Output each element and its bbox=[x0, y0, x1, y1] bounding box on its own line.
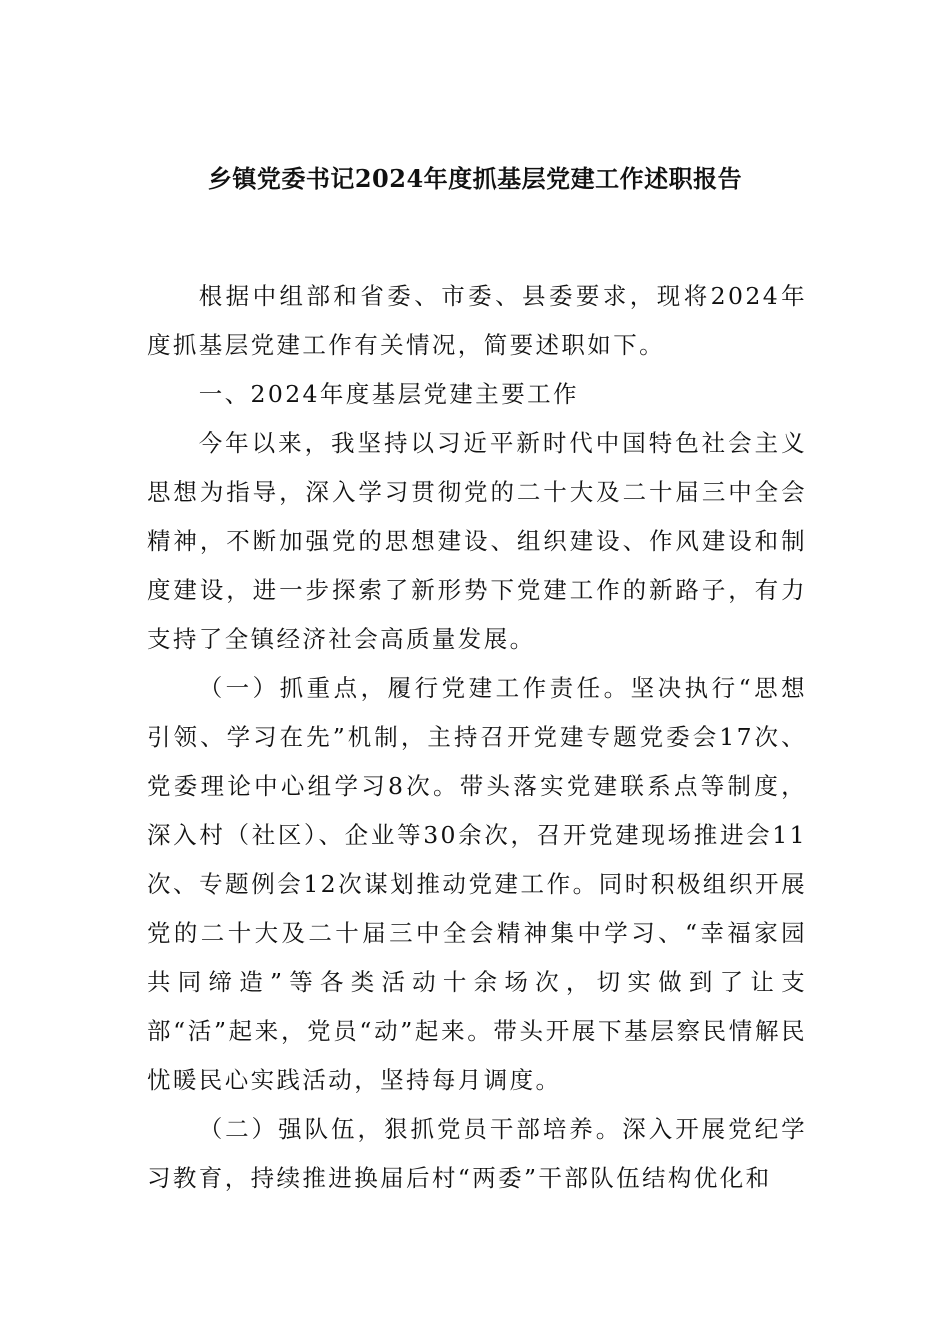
paragraph-point-1: （一）抓重点，履行党建工作责任。坚决执行“思想引领、学习在先”机制，主持召开党建专题党委会17次、党委理论中心组学习8次。带头落实党建联系点等制度，深入村（社区）、企业等30余次，召开党建现场推进会11次、专题例会12次谋划推动党建工作。同时积极组织开展党的二十大及二十届三中全会精神集中学习、“幸福家园共同缔造”等各类活动十余场次，切实做到了让支部“活”起来，党员“动”起来。带头开展下基层察民情解民忧暖民心实践活动，坚持每月调度。 bbox=[147, 674, 807, 1094]
paragraph-overview: 今年以来，我坚持以习近平新时代中国特色社会主义思想为指导，深入学习贯彻党的二十大及二十届三中全会精神，不断加强党的思想建设、组织建设、作风建设和制度建设，进一步探索了新形势下党建工作的新路子，有力支持了全镇经济社会高质量发展。 bbox=[147, 429, 807, 653]
paragraph-intro: 根据中组部和省委、市委、县委要求，现将2024年度抓基层党建工作有关情况，简要述职如下。 bbox=[147, 282, 807, 359]
paragraph-point-2: （二）强队伍，狠抓党员干部培养。深入开展党纪学习教育，持续推进换届后村“两委”干部队伍结构优化和 bbox=[147, 1115, 807, 1192]
document-body bbox=[147, 272, 807, 1203]
section-heading-1: 一、2024年度基层党建主要工作 bbox=[198, 380, 579, 408]
document-title: 乡镇党委书记2024年度抓基层党建工作述职报告 bbox=[207, 164, 743, 193]
